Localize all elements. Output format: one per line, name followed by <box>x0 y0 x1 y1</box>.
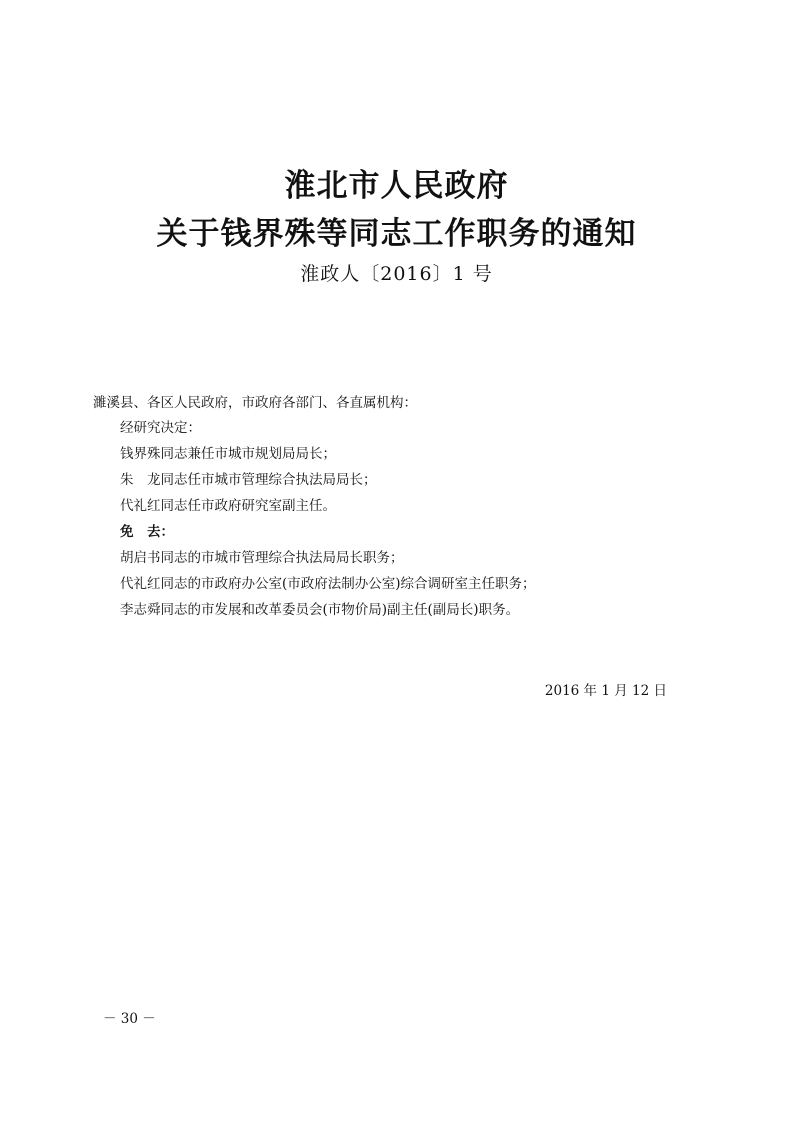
body-line: 经研究决定： <box>120 420 201 436</box>
body-line-heading: 免 去： <box>120 524 174 540</box>
body-line: 代礼红同志的市政府办公室(市政府法制办公室)综合调研室主任职务； <box>120 576 536 592</box>
body-line: 朱 龙同志任市城市管理综合执法局局长； <box>120 472 377 488</box>
document-body <box>120 415 536 623</box>
document-title-line2: 关于钱界殊等同志工作职务的通知 <box>156 216 637 252</box>
body-line: 胡启书同志的市城市管理综合执法局局长职务； <box>120 550 404 566</box>
body-line: 钱界殊同志兼任市城市规划局局长； <box>120 446 336 462</box>
addressee-line: 濉溪县、各区人民政府，市政府各部门、各直属机构： <box>93 395 417 411</box>
document-date: 2016 年 1 月 12 日 <box>544 683 667 699</box>
document-title-line1: 淮北市人民政府 <box>284 168 509 204</box>
body-line: 代礼红同志任市政府研究室副主任。 <box>120 498 336 514</box>
document-number: 淮政人〔2016〕1 号 <box>300 263 493 285</box>
body-line: 李志舜同志的市发展和改革委员会(市物价局)副主任(副局长)职务。 <box>120 602 520 618</box>
page-number: － 30 － <box>103 1011 156 1027</box>
